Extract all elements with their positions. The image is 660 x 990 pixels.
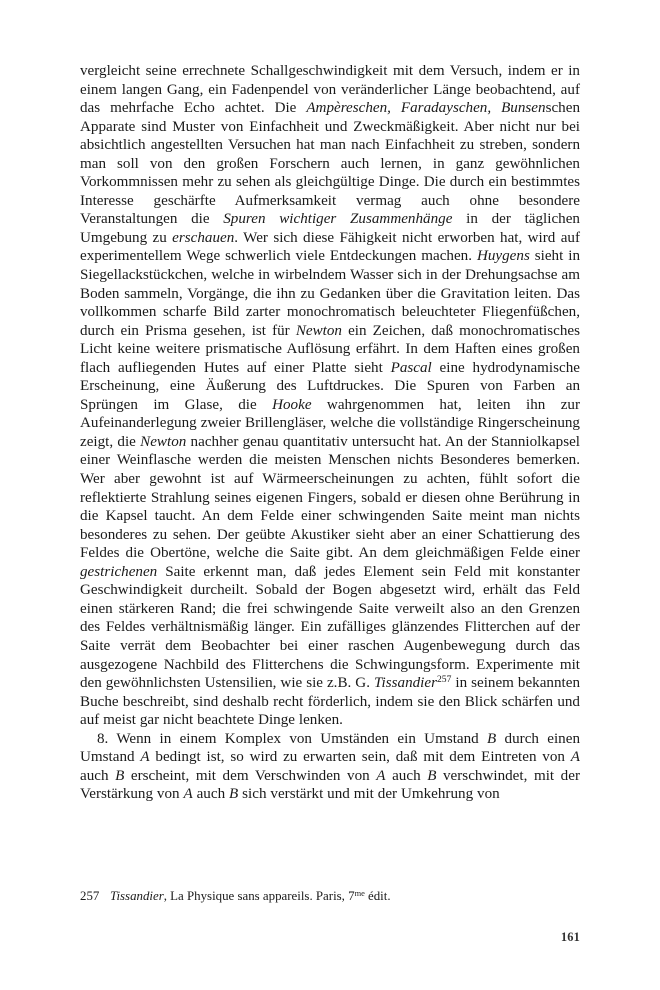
footnote-number: 257 <box>80 889 100 903</box>
italic-run: Newton <box>140 433 187 450</box>
italic-run: gestrichenen <box>80 563 158 580</box>
footnote-area <box>80 888 580 904</box>
italic-run: Huygens <box>476 248 530 265</box>
footnote-257 <box>80 888 580 904</box>
italic-run: B <box>487 730 497 747</box>
page-number: 161 <box>560 930 580 944</box>
page-text-block <box>80 62 580 804</box>
italic-run: B <box>427 767 437 784</box>
italic-run: Newton <box>295 322 342 339</box>
body-paragraph-2: 8. Wenn in einem Komplex von Umständen ein Umstand B durch einen Umstand A bedingt ist, so wird zu erwarten sein, daß mit dem Eintreten von A auch B erscheint, mit dem Verschwinden von A auch B verschwindet, mit der Verstärkung von A auch B sich verstärkt und mit der Umkehrung von <box>80 730 580 803</box>
footnote-text: Tissandier, La Physique sans appareils. Paris, $7^{me}$ édit. <box>110 888 391 903</box>
italic-run: B <box>115 767 125 784</box>
italic-run: Spuren wichtiger Zusammenhänge <box>223 211 453 228</box>
italic-run: Hooke <box>272 396 312 413</box>
italic-run: A <box>570 749 580 766</box>
italic-run: erschauen <box>172 229 235 246</box>
italic-run: A <box>376 767 386 784</box>
footnote-reference: 257 <box>436 674 452 686</box>
ordinal-suffix: me <box>354 888 365 898</box>
italic-run: Tissandier <box>373 675 437 692</box>
italic-run: Tissandier <box>110 889 164 903</box>
body-paragraph-1: vergleicht seine errechnete Schallgeschwindigkeit mit dem Versuch, indem er in einem langen Gang, ein Fadenpendel von veränderlicher Länge beobachtend, auf das mehrfache Echo achtet. Die Ampèreschen, Faradayschen, Bunsenschen Apparate sind Muster von Einfachheit und Zweckmäßigkeit. Aber nicht nur bei absichtlich angestellten Versuchen hat man nach Einfachheit zu streben, sondern man soll von den großen Forschern auch lernen, in ganz gewöhnlichen Vorkommnissen mehr zu sehen als gleichgültige Dinge. Die durch ein bestimmtes Interesse geschärfte Aufmerksamkeit vermag auch ohne besondere Veranstaltungen die Spuren wichtiger Zusammenhänge in der täglichen Umgebung zu erschauen. Wer sich diese Fähigkeit nicht erworben hat, wird auf experimentellem Wege schwerlich viele Entdeckungen machen. Huygens sieht in Siegellackstückchen, welche in wirbelndem Wasser sich in der Drehungsachse am Boden sammeln, Vorgänge, die ihn zu Gedanken über die Gravitation leiten. Das vollkommen scharfe Bild zarter monochromatisch beleuchteter Fliegenfüßchen, durch ein Prisma gesehen, ist für Newton ein Zeichen, daß monochromatisches Licht keine weitere prismatische Auflösung erfährt. In dem Haften eines großen flach aufliegenden Hutes auf einer Platte sieht Pascal eine hydrodynamische Erscheinung, eine Äußerung des Luftdruckes. Die Spuren von Farben an Sprüngen im Glase, die Hooke wahrgenommen hat, leiten ihn zur Aufeinanderlegung zweier Brillengläser, welche die vollständige Ringerscheinung zeigt, die Newton nachher genau quantitativ untersucht hat. An der Stanniolkapsel einer Weinflasche werden die meisten Menschen nichts Besonderes bemerken. Wer aber gewohnt ist auf Wärmeerscheinungen zu achten, fühlt sofort die reflektierte Strahlung seines eigenen Fingers, sobald er diesen ohne Berührung in die Kapsel taucht. An dem Felde einer schwingenden Saite meint man nichts besonderes zu sehen. Der geübte Akustiker sieht aber an einer Schattierung des Feldes die Obertöne, welche die Saite gibt. An dem gleichmäßigen Felde einer gestrichenen Saite erkennt man, daß jedes Element sein Feld mit konstanter Geschwindigkeit durcheilt. Sobald der Bogen abgesetzt wird, erhält das Feld einen stärkeren Rand; die frei schwingende Saite verweilt also an den Grenzen des Feldes verhältnismäßig länger. Ein zufälliges glänzendes Flitterchen auf der Saite verrät dem Beobachter bei einer raschen Augenbewegung durch das ausgezogene Nachbild des Flitterchens die Schwingungsform. Experimente mit den gewöhnlichsten Ustensilien, wie sie z.B. G. Tissandier$^{257}$ in seinem bekannten Buche beschreibt, sind deshalb recht förderlich, indem sie den Blick schärfen und auf meist gar nicht beachtete Dinge lenken. <box>80 63 581 729</box>
italic-run: Ampèreschen, Faradayschen, Bunsen <box>306 100 546 117</box>
italic-run: Pascal <box>390 359 432 376</box>
italic-run: B <box>229 786 239 803</box>
italic-run: A <box>140 749 150 766</box>
italic-run: A <box>183 786 193 803</box>
